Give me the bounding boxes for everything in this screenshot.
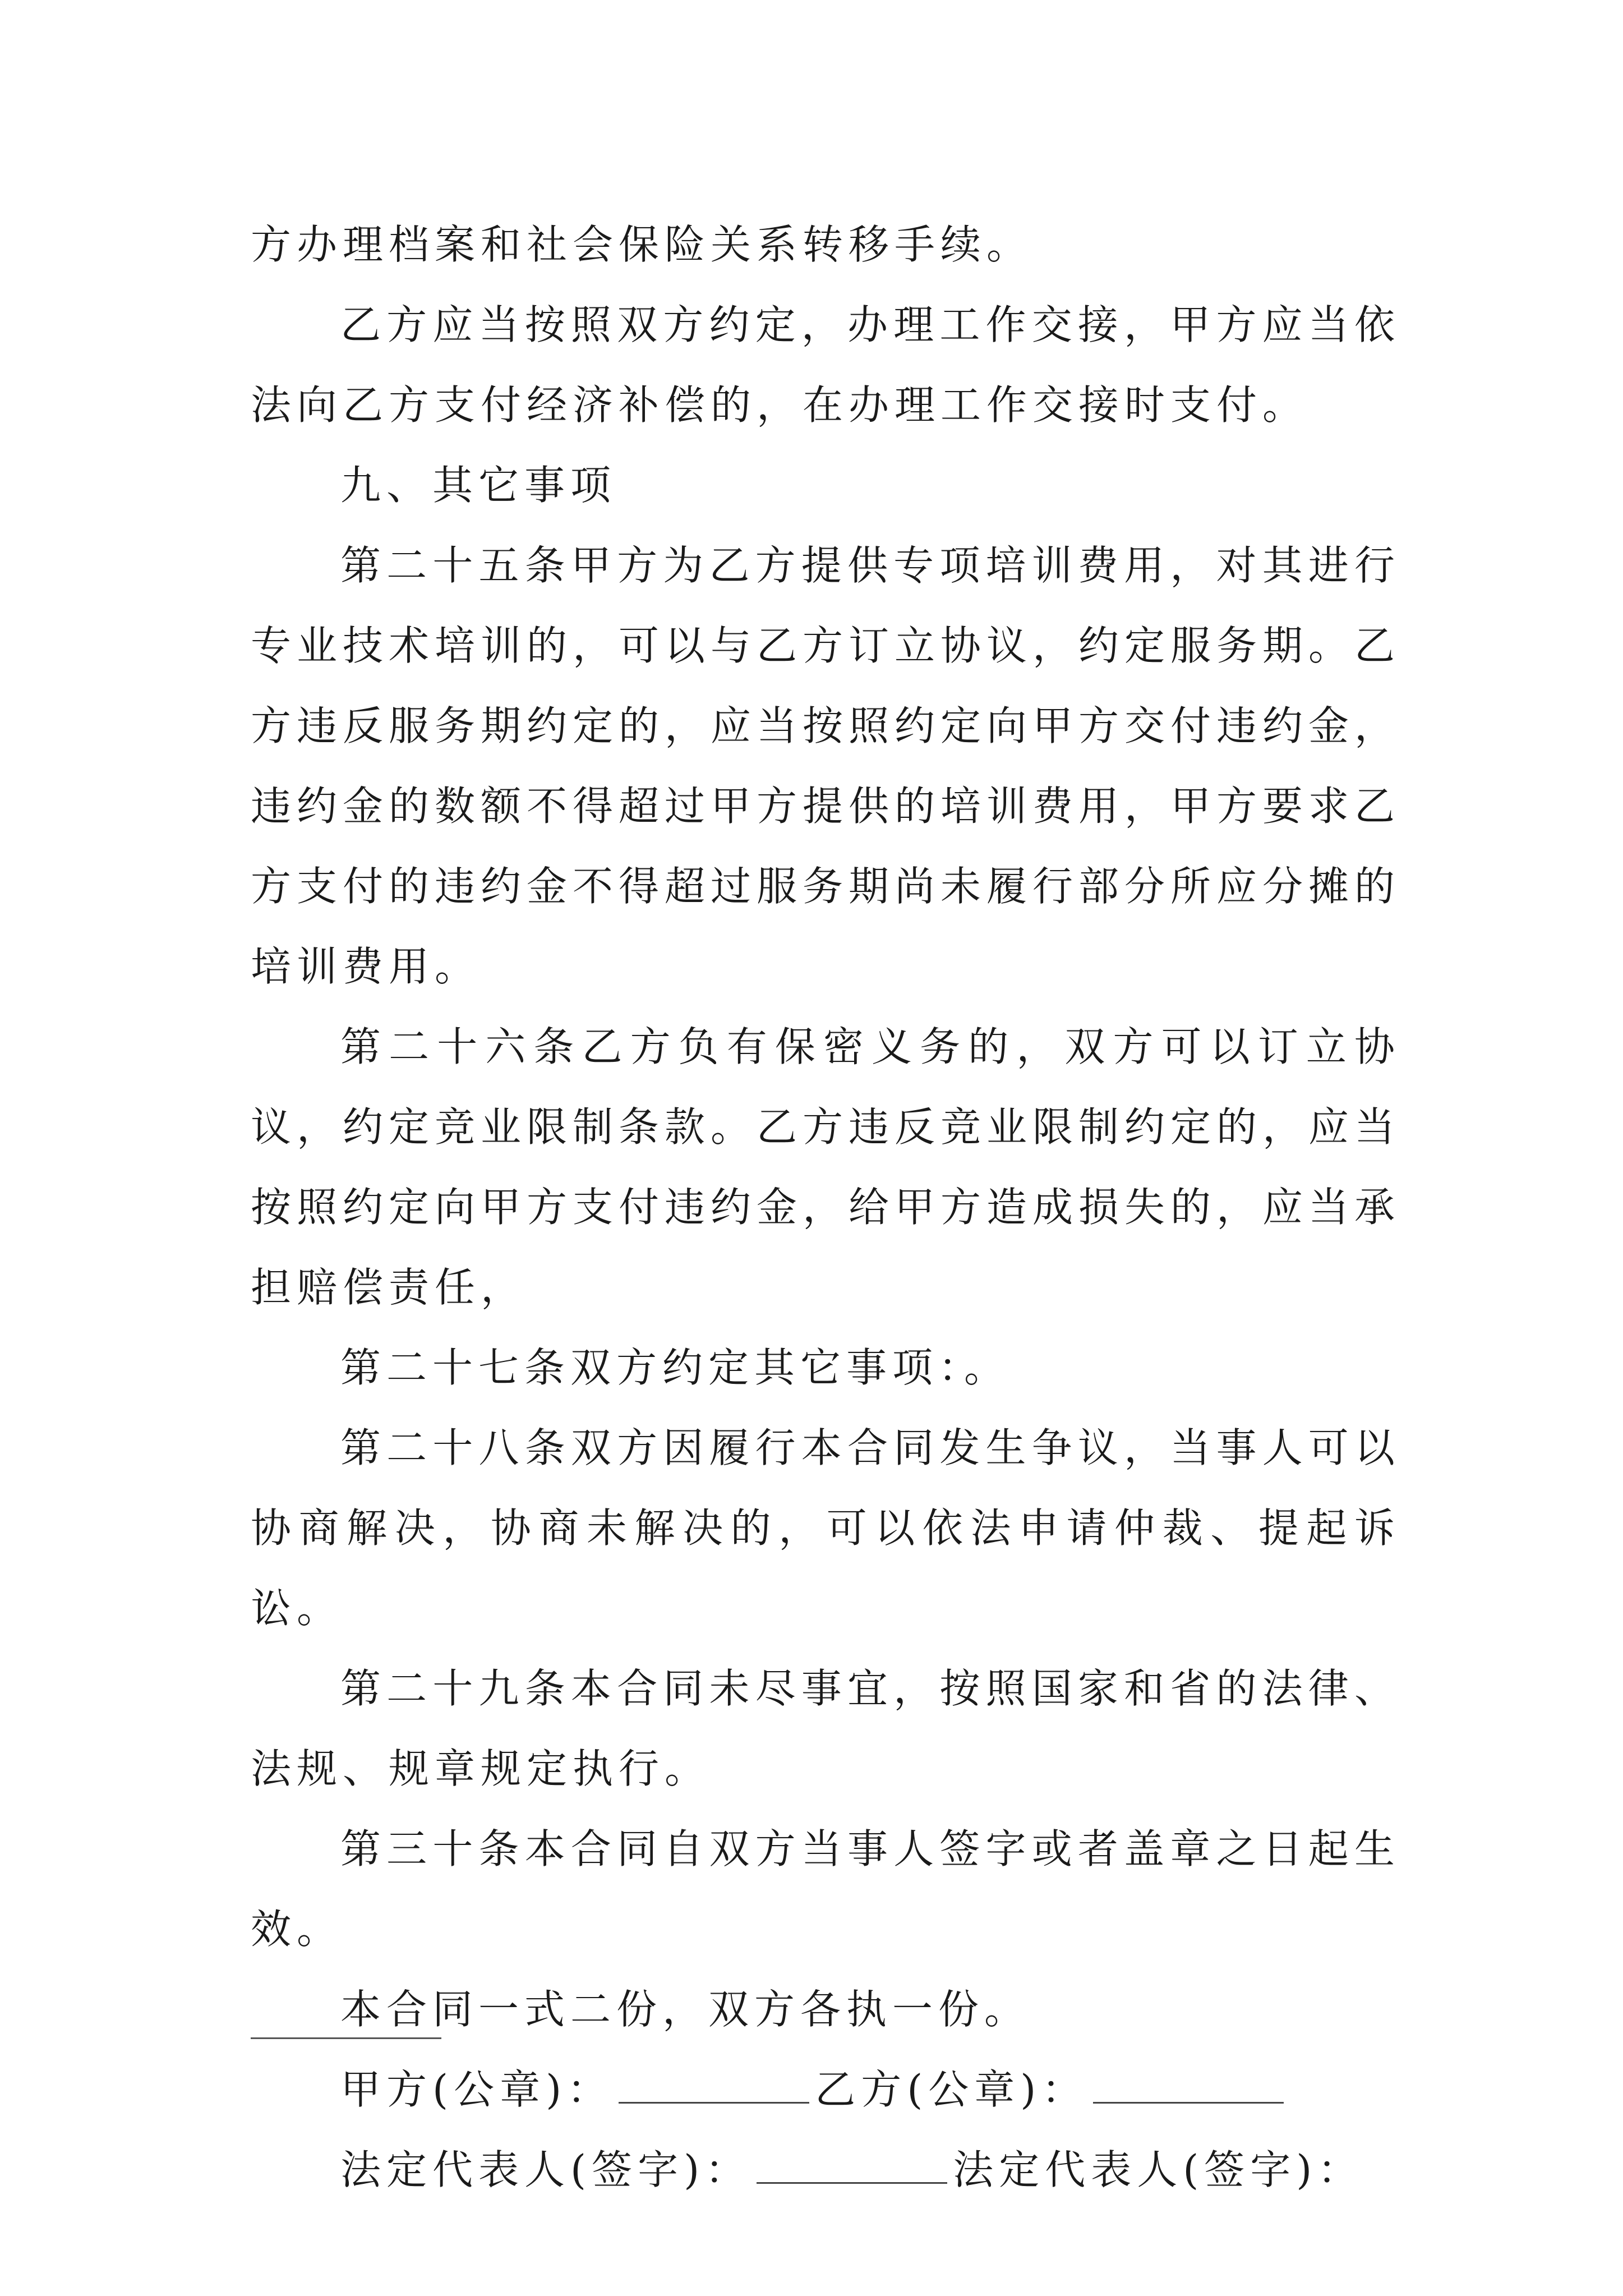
party-a-seal-blank: [619, 2070, 809, 2104]
article-30: 第三十条本合同自双方当事人签字或者盖章之日起生效。: [251, 1825, 1400, 1953]
representative-line: [251, 2130, 1400, 2210]
footnote-separator: [251, 2037, 441, 2039]
paragraph-1: 方办理档案和社会保险关系转移手续。: [251, 221, 1033, 268]
article-25: 第二十五条甲方为乙方提供专项培训费用，对其进行专业技术培训的，可以与乙方订立协议，约定服务期。乙方违反服务期约定的，应当按照约定向甲方交付违约金，违约金的数额不得超过甲方提供的培训费用，甲方要求乙方支付的违约金不得超过服务期尚未履行部分所应分摊的培训费用。: [251, 542, 1401, 990]
article-27: 第二十七条双方约定其它事项：。: [340, 1344, 1011, 1391]
party-a-seal-label: 甲方(公章)：: [340, 2066, 614, 2113]
rep-b-label: 法定代表人(签字)：: [953, 2146, 1364, 2193]
copies-clause: 本合同一式二份，双方各执一份。: [340, 1986, 1031, 2033]
article-26: 第二十六条乙方负有保密义务的，双方可以订立协议，约定竞业限制条款。乙方违反竞业限制约定的，应当按照约定向甲方支付违约金，给甲方造成损失的，应当承担赔偿责任，: [251, 1023, 1401, 1311]
party-b-seal-label: 乙方(公章)：: [815, 2066, 1088, 2113]
article-29: 第二十九条本合同未尽事宜，按照国家和省的法律、法规、规章规定执行。: [251, 1665, 1400, 1792]
party-b-seal-blank: [1093, 2070, 1284, 2104]
paragraph-2: 乙方应当按照双方约定，办理工作交接，甲方应当依法向乙方支付经济补偿的，在办理工作交接时支付。: [251, 301, 1400, 429]
section-heading: 九、其它事项: [340, 462, 617, 509]
document-body: [251, 205, 1400, 2210]
rep-a-blank: [757, 2151, 947, 2184]
seal-line: [251, 2050, 1400, 2130]
rep-a-label: 法定代表人(签字)：: [340, 2146, 751, 2193]
article-28: 第二十八条双方因履行本合同发生争议，当事人可以协商解决，协商未解决的，可以依法申请仲裁、提起诉讼。: [251, 1424, 1400, 1632]
